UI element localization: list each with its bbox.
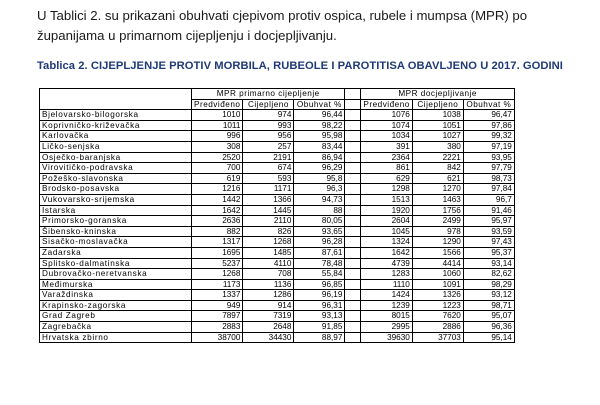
planned-primary-cell: 7897 [192, 311, 243, 322]
vaccinated-primary-cell: 993 [243, 120, 294, 131]
gap-cell [345, 110, 361, 121]
planned-booster-cell: 4739 [361, 258, 412, 269]
planned-primary-cell: 1010 [192, 110, 243, 121]
county-name-cell: Osječko-baranjska [40, 152, 192, 163]
vaccinated-primary-cell: 826 [243, 226, 294, 237]
vaccinated-primary-cell: 1286 [243, 290, 294, 301]
vaccinated-booster-cell: 842 [412, 163, 463, 174]
vaccinated-primary-cell: 34430 [243, 332, 294, 343]
table-row [40, 269, 515, 280]
planned-primary-cell: 996 [192, 131, 243, 142]
vaccinated-booster-cell: 621 [412, 173, 463, 184]
gap-cell [345, 131, 361, 142]
coverage-primary-cell: 95,98 [294, 131, 345, 142]
header-coverage-primary: Obuhvat % [294, 99, 345, 110]
table-row [40, 205, 515, 216]
county-name-cell: Sisačko-moslavačka [40, 237, 192, 248]
planned-primary-cell: 882 [192, 226, 243, 237]
table-row [40, 216, 515, 227]
vaccinated-booster-cell: 1756 [412, 205, 463, 216]
planned-booster-cell: 1324 [361, 237, 412, 248]
header-vaccinated-primary: Cijepljeno [243, 99, 294, 110]
planned-booster-cell: 2604 [361, 216, 412, 227]
county-name-cell: Varaždinska [40, 290, 192, 301]
coverage-booster-cell: 98,29 [463, 279, 514, 290]
coverage-primary-cell: 55,84 [294, 269, 345, 280]
planned-primary-cell: 2636 [192, 216, 243, 227]
vaccination-table [39, 88, 515, 343]
coverage-primary-cell: 94,73 [294, 194, 345, 205]
vaccinated-primary-cell: 1485 [243, 247, 294, 258]
gap-cell [345, 173, 361, 184]
gap-cell [345, 311, 361, 322]
header-gap-cell [345, 89, 361, 100]
header-group-primary: MPR primarno cijepljenje [192, 89, 345, 100]
vaccinated-booster-cell: 1060 [412, 269, 463, 280]
gap-cell [345, 332, 361, 343]
planned-primary-cell: 619 [192, 173, 243, 184]
planned-booster-cell: 1074 [361, 120, 412, 131]
vaccinated-booster-cell: 2499 [412, 216, 463, 227]
planned-primary-cell: 1442 [192, 194, 243, 205]
gap-cell [345, 300, 361, 311]
planned-booster-cell: 629 [361, 173, 412, 184]
header-planned-booster: Predviđeno [361, 99, 412, 110]
coverage-booster-cell: 95,14 [463, 332, 514, 343]
coverage-primary-cell: 87,61 [294, 247, 345, 258]
vaccinated-primary-cell: 2191 [243, 152, 294, 163]
county-name-cell: Požeško-slavonska [40, 173, 192, 184]
gap-cell [345, 247, 361, 258]
county-name-cell: Grad Zagreb [40, 311, 192, 322]
coverage-booster-cell: 93,95 [463, 152, 514, 163]
gap-cell [345, 163, 361, 174]
planned-primary-cell: 38700 [192, 332, 243, 343]
table-row [40, 258, 515, 269]
coverage-primary-cell: 88 [294, 205, 345, 216]
vaccinated-primary-cell: 974 [243, 110, 294, 121]
coverage-primary-cell: 93,13 [294, 311, 345, 322]
coverage-booster-cell: 96,7 [463, 194, 514, 205]
coverage-booster-cell: 91,46 [463, 205, 514, 216]
planned-booster-cell: 1239 [361, 300, 412, 311]
planned-primary-cell: 5237 [192, 258, 243, 269]
coverage-primary-cell: 96,3 [294, 184, 345, 195]
county-name-cell: Hrvatska zbirno [40, 332, 192, 343]
county-name-cell: Splitsko-dalmatinska [40, 258, 192, 269]
planned-booster-cell: 1045 [361, 226, 412, 237]
gap-cell [345, 269, 361, 280]
vaccinated-booster-cell: 1290 [412, 237, 463, 248]
vaccinated-booster-cell: 380 [412, 141, 463, 152]
planned-primary-cell: 1216 [192, 184, 243, 195]
coverage-primary-cell: 96,85 [294, 279, 345, 290]
planned-booster-cell: 8015 [361, 311, 412, 322]
coverage-booster-cell: 97,19 [463, 141, 514, 152]
coverage-primary-cell: 88,97 [294, 332, 345, 343]
planned-booster-cell: 1920 [361, 205, 412, 216]
planned-booster-cell: 1076 [361, 110, 412, 121]
planned-primary-cell: 308 [192, 141, 243, 152]
vaccinated-primary-cell: 914 [243, 300, 294, 311]
county-name-cell: Istarska [40, 205, 192, 216]
header-gap-cell [345, 99, 361, 110]
vaccinated-booster-cell: 4414 [412, 258, 463, 269]
planned-primary-cell: 1695 [192, 247, 243, 258]
coverage-booster-cell: 93,12 [463, 290, 514, 301]
gap-cell [345, 290, 361, 301]
planned-booster-cell: 1642 [361, 247, 412, 258]
coverage-primary-cell: 96,29 [294, 163, 345, 174]
coverage-booster-cell: 93,14 [463, 258, 514, 269]
coverage-primary-cell: 98,22 [294, 120, 345, 131]
coverage-primary-cell: 96,19 [294, 290, 345, 301]
gap-cell [345, 205, 361, 216]
vaccinated-booster-cell: 1326 [412, 290, 463, 301]
coverage-booster-cell: 93,59 [463, 226, 514, 237]
table-total-row [40, 332, 515, 343]
vaccinated-booster-cell: 2886 [412, 322, 463, 333]
planned-booster-cell: 1034 [361, 131, 412, 142]
coverage-primary-cell: 96,28 [294, 237, 345, 248]
county-name-cell: Međimurska [40, 279, 192, 290]
vaccinated-booster-cell: 1270 [412, 184, 463, 195]
county-name-cell: Brodsko-posavska [40, 184, 192, 195]
county-name-cell: Virovitičko-podravska [40, 163, 192, 174]
coverage-booster-cell: 97,43 [463, 237, 514, 248]
coverage-primary-cell: 95,8 [294, 173, 345, 184]
table-row [40, 194, 515, 205]
vaccinated-primary-cell: 708 [243, 269, 294, 280]
gap-cell [345, 194, 361, 205]
planned-primary-cell: 700 [192, 163, 243, 174]
gap-cell [345, 141, 361, 152]
planned-booster-cell: 1110 [361, 279, 412, 290]
vaccinated-booster-cell: 1463 [412, 194, 463, 205]
planned-primary-cell: 1337 [192, 290, 243, 301]
planned-primary-cell: 2520 [192, 152, 243, 163]
table-row [40, 141, 515, 152]
header-blank-cell [40, 89, 192, 100]
vaccinated-primary-cell: 4110 [243, 258, 294, 269]
header-planned-primary: Predviđeno [192, 99, 243, 110]
coverage-primary-cell: 83,44 [294, 141, 345, 152]
intro-paragraph: U Tablici 2. su prikazani obuhvati cjepivom protiv ospica, rubele i mumpsa (MPR) po županijama u primarnom cijepljenju i docjepljivanju. [37, 8, 528, 43]
planned-primary-cell: 2883 [192, 322, 243, 333]
table-row [40, 110, 515, 121]
vaccinated-booster-cell: 1566 [412, 247, 463, 258]
coverage-primary-cell: 91,85 [294, 322, 345, 333]
gap-cell [345, 184, 361, 195]
table-row [40, 131, 515, 142]
table-row [40, 322, 515, 333]
planned-primary-cell: 1011 [192, 120, 243, 131]
coverage-primary-cell: 96,44 [294, 110, 345, 121]
planned-booster-cell: 39630 [361, 332, 412, 343]
vaccinated-primary-cell: 1445 [243, 205, 294, 216]
planned-booster-cell: 1424 [361, 290, 412, 301]
coverage-booster-cell: 96,47 [463, 110, 514, 121]
header-coverage-booster: Obuhvat % [463, 99, 514, 110]
vaccinated-primary-cell: 1366 [243, 194, 294, 205]
coverage-primary-cell: 96,31 [294, 300, 345, 311]
vaccinated-booster-cell: 1051 [412, 120, 463, 131]
vaccinated-primary-cell: 674 [243, 163, 294, 174]
table-row [40, 237, 515, 248]
coverage-booster-cell: 97,84 [463, 184, 514, 195]
header-vaccinated-booster: Cijepljeno [412, 99, 463, 110]
county-name-cell: Ličko-senjska [40, 141, 192, 152]
planned-booster-cell: 1513 [361, 194, 412, 205]
gap-cell [345, 258, 361, 269]
county-name-cell: Šibensko-kninska [40, 226, 192, 237]
header-group-booster: MPR docjepljivanje [361, 89, 514, 100]
table-row [40, 247, 515, 258]
table-header-group-row [40, 89, 515, 100]
gap-cell [345, 237, 361, 248]
county-name-cell: Dubrovačko-neretvanska [40, 269, 192, 280]
vaccinated-booster-cell: 978 [412, 226, 463, 237]
gap-cell [345, 279, 361, 290]
gap-cell [345, 322, 361, 333]
planned-booster-cell: 391 [361, 141, 412, 152]
vaccinated-booster-cell: 37703 [412, 332, 463, 343]
planned-booster-cell: 2995 [361, 322, 412, 333]
planned-primary-cell: 1317 [192, 237, 243, 248]
coverage-booster-cell: 98,73 [463, 173, 514, 184]
gap-cell [345, 216, 361, 227]
coverage-booster-cell: 97,79 [463, 163, 514, 174]
table-row [40, 279, 515, 290]
gap-cell [345, 152, 361, 163]
coverage-booster-cell: 82,62 [463, 269, 514, 280]
coverage-primary-cell: 80,05 [294, 216, 345, 227]
vaccinated-primary-cell: 2648 [243, 322, 294, 333]
coverage-booster-cell: 95,07 [463, 311, 514, 322]
vaccinated-primary-cell: 7319 [243, 311, 294, 322]
gap-cell [345, 120, 361, 131]
table-header-columns-row [40, 99, 515, 110]
table-row [40, 163, 515, 174]
coverage-primary-cell: 86,94 [294, 152, 345, 163]
planned-primary-cell: 1642 [192, 205, 243, 216]
vaccinated-primary-cell: 1268 [243, 237, 294, 248]
header-blank-cell [40, 99, 192, 110]
county-name-cell: Krapinsko-zagorska [40, 300, 192, 311]
planned-booster-cell: 1298 [361, 184, 412, 195]
table-caption: Tablica 2. CIJEPLJENJE PROTIV MORBILA, RUBEOLE I PAROTITISA OBAVLJENO U 2017. GODINI [37, 60, 563, 72]
county-name-cell: Zagrebačka [40, 322, 192, 333]
county-name-cell: Bjelovarsko-bilogorska [40, 110, 192, 121]
planned-booster-cell: 2364 [361, 152, 412, 163]
planned-booster-cell: 1283 [361, 269, 412, 280]
coverage-primary-cell: 78,48 [294, 258, 345, 269]
planned-primary-cell: 1268 [192, 269, 243, 280]
vaccinated-booster-cell: 7620 [412, 311, 463, 322]
county-name-cell: Koprivničko-križevačka [40, 120, 192, 131]
vaccinated-primary-cell: 2110 [243, 216, 294, 227]
coverage-booster-cell: 97,86 [463, 120, 514, 131]
table-row [40, 120, 515, 131]
county-name-cell: Zadarska [40, 247, 192, 258]
vaccinated-primary-cell: 956 [243, 131, 294, 142]
coverage-booster-cell: 95,37 [463, 247, 514, 258]
county-name-cell: Karlovačka [40, 131, 192, 142]
planned-booster-cell: 861 [361, 163, 412, 174]
table-row [40, 226, 515, 237]
vaccinated-booster-cell: 2221 [412, 152, 463, 163]
planned-primary-cell: 949 [192, 300, 243, 311]
gap-cell [345, 226, 361, 237]
coverage-booster-cell: 95,97 [463, 216, 514, 227]
vaccinated-booster-cell: 1027 [412, 131, 463, 142]
table-row [40, 290, 515, 301]
vaccinated-primary-cell: 1171 [243, 184, 294, 195]
county-name-cell: Vukovarsko-srijemska [40, 194, 192, 205]
coverage-booster-cell: 96,36 [463, 322, 514, 333]
county-name-cell: Primorsko-goranska [40, 216, 192, 227]
table-row [40, 311, 515, 322]
vaccinated-primary-cell: 593 [243, 173, 294, 184]
coverage-booster-cell: 99,32 [463, 131, 514, 142]
table-row [40, 173, 515, 184]
vaccinated-booster-cell: 1223 [412, 300, 463, 311]
vaccinated-primary-cell: 1136 [243, 279, 294, 290]
table-row [40, 300, 515, 311]
coverage-booster-cell: 98,71 [463, 300, 514, 311]
vaccinated-booster-cell: 1038 [412, 110, 463, 121]
planned-primary-cell: 1173 [192, 279, 243, 290]
vaccinated-primary-cell: 257 [243, 141, 294, 152]
coverage-primary-cell: 93,65 [294, 226, 345, 237]
table-row [40, 184, 515, 195]
table-row [40, 152, 515, 163]
vaccinated-booster-cell: 1091 [412, 279, 463, 290]
